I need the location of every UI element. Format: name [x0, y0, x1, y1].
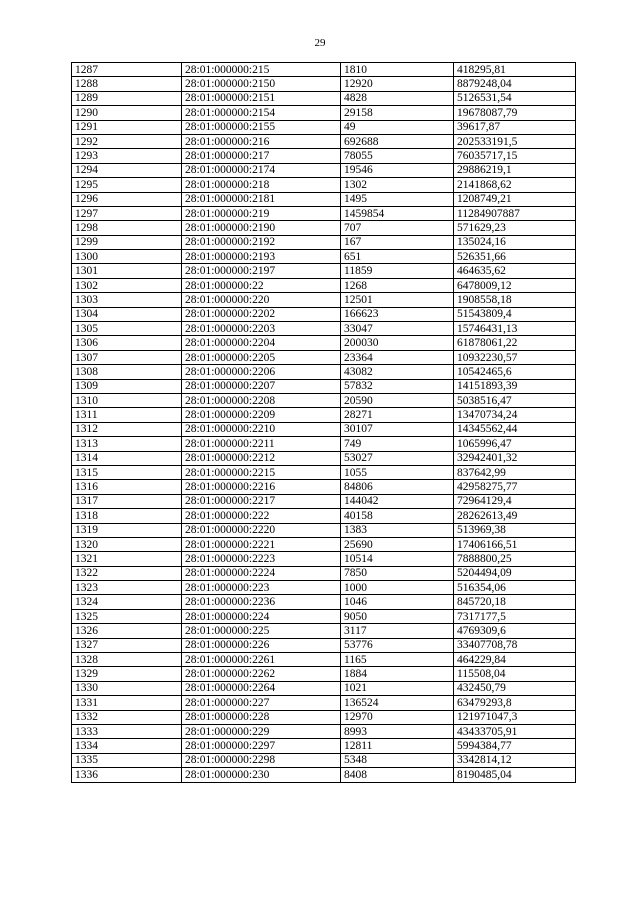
row-number-cell: 1320: [72, 537, 182, 551]
table-row: [72, 134, 576, 148]
area-cell: 84806: [341, 480, 454, 494]
table-row: [72, 753, 576, 767]
value-cell: 10542465,6: [454, 365, 576, 379]
value-cell: 10932230,57: [454, 350, 576, 364]
value-cell: 5994384,77: [454, 739, 576, 753]
cadastral-number-cell: 28:01:000000:2236: [182, 595, 341, 609]
value-cell: 14151893,39: [454, 379, 576, 393]
row-number-cell: 1316: [72, 480, 182, 494]
table-row: [72, 667, 576, 681]
row-number-cell: 1318: [72, 509, 182, 523]
table-row: [72, 365, 576, 379]
table-row: [72, 235, 576, 249]
table-row: [72, 91, 576, 105]
value-cell: 15746431,13: [454, 322, 576, 336]
value-cell: 516354,06: [454, 581, 576, 595]
value-cell: 513969,38: [454, 523, 576, 537]
area-cell: 1046: [341, 595, 454, 609]
area-cell: 707: [341, 221, 454, 235]
table-row: [72, 178, 576, 192]
table-row: [72, 350, 576, 364]
row-number-cell: 1327: [72, 638, 182, 652]
area-cell: 1810: [341, 63, 454, 77]
table-row: [72, 609, 576, 623]
table-row: [72, 552, 576, 566]
value-cell: 1208749,21: [454, 192, 576, 206]
row-number-cell: 1291: [72, 120, 182, 134]
value-cell: 115508,04: [454, 667, 576, 681]
table-row: [72, 494, 576, 508]
value-cell: 135024,16: [454, 235, 576, 249]
row-number-cell: 1310: [72, 393, 182, 407]
cadastral-number-cell: 28:01:000000:2216: [182, 480, 341, 494]
table-row: [72, 293, 576, 307]
value-cell: 7888800,25: [454, 552, 576, 566]
table-row: [72, 393, 576, 407]
cadastral-number-cell: 28:01:000000:2261: [182, 653, 341, 667]
row-number-cell: 1303: [72, 293, 182, 307]
row-number-cell: 1319: [72, 523, 182, 537]
row-number-cell: 1289: [72, 91, 182, 105]
area-cell: 20590: [341, 393, 454, 407]
cadastral-number-cell: 28:01:000000:2206: [182, 365, 341, 379]
cadastral-number-cell: 28:01:000000:226: [182, 638, 341, 652]
row-number-cell: 1296: [72, 192, 182, 206]
table-row: [72, 106, 576, 120]
cadastral-number-cell: 28:01:000000:223: [182, 581, 341, 595]
row-number-cell: 1324: [72, 595, 182, 609]
table-row: [72, 322, 576, 336]
value-cell: 17406166,51: [454, 537, 576, 551]
area-cell: 1000: [341, 581, 454, 595]
area-cell: 40158: [341, 509, 454, 523]
cadastral-number-cell: 28:01:000000:218: [182, 178, 341, 192]
cadastral-number-cell: 28:01:000000:2155: [182, 120, 341, 134]
cadastral-number-cell: 28:01:000000:2212: [182, 451, 341, 465]
cadastral-number-cell: 28:01:000000:2209: [182, 408, 341, 422]
value-cell: 33407708,78: [454, 638, 576, 652]
area-cell: 28271: [341, 408, 454, 422]
value-cell: 1065996,47: [454, 437, 576, 451]
cadastral-number-cell: 28:01:000000:22: [182, 278, 341, 292]
table-row: [72, 509, 576, 523]
cadastral-number-cell: 28:01:000000:230: [182, 768, 341, 782]
value-cell: 72964129,4: [454, 494, 576, 508]
area-cell: 8993: [341, 724, 454, 738]
row-number-cell: 1331: [72, 696, 182, 710]
area-cell: 692688: [341, 134, 454, 148]
cadastral-number-cell: 28:01:000000:215: [182, 63, 341, 77]
area-cell: 1165: [341, 653, 454, 667]
row-number-cell: 1332: [72, 710, 182, 724]
row-number-cell: 1314: [72, 451, 182, 465]
table-row: [72, 537, 576, 551]
area-cell: 12811: [341, 739, 454, 753]
area-cell: 167: [341, 235, 454, 249]
area-cell: 57832: [341, 379, 454, 393]
row-number-cell: 1287: [72, 63, 182, 77]
table-row: [72, 192, 576, 206]
cadastral-number-cell: 28:01:000000:2154: [182, 106, 341, 120]
area-cell: 12920: [341, 77, 454, 91]
table-row: [72, 624, 576, 638]
cadastral-number-cell: 28:01:000000:2262: [182, 667, 341, 681]
value-cell: 464635,62: [454, 264, 576, 278]
table-row: [72, 451, 576, 465]
row-number-cell: 1326: [72, 624, 182, 638]
area-cell: 53027: [341, 451, 454, 465]
cadastral-number-cell: 28:01:000000:224: [182, 609, 341, 623]
value-cell: 43433705,91: [454, 724, 576, 738]
value-cell: 63479293,8: [454, 696, 576, 710]
cadastral-number-cell: 28:01:000000:2211: [182, 437, 341, 451]
cadastral-number-cell: 28:01:000000:227: [182, 696, 341, 710]
value-cell: 202533191,5: [454, 134, 576, 148]
value-cell: 8879248,04: [454, 77, 576, 91]
area-cell: 4828: [341, 91, 454, 105]
value-cell: 571629,23: [454, 221, 576, 235]
area-cell: 1268: [341, 278, 454, 292]
row-number-cell: 1321: [72, 552, 182, 566]
area-cell: 651: [341, 250, 454, 264]
area-cell: 7850: [341, 566, 454, 580]
cadastral-number-cell: 28:01:000000:2210: [182, 422, 341, 436]
table-row: [72, 581, 576, 595]
value-cell: 845720,18: [454, 595, 576, 609]
table-row: [72, 681, 576, 695]
row-number-cell: 1317: [72, 494, 182, 508]
row-number-cell: 1307: [72, 350, 182, 364]
cadastral-number-cell: 28:01:000000:222: [182, 509, 341, 523]
table-row: [72, 638, 576, 652]
cadastral-number-cell: 28:01:000000:2217: [182, 494, 341, 508]
area-cell: 1459854: [341, 206, 454, 220]
cadastral-number-cell: 28:01:000000:2207: [182, 379, 341, 393]
cadastral-number-cell: 28:01:000000:2298: [182, 753, 341, 767]
row-number-cell: 1295: [72, 178, 182, 192]
value-cell: 464229,84: [454, 653, 576, 667]
table-row: [72, 221, 576, 235]
row-number-cell: 1329: [72, 667, 182, 681]
area-cell: 166623: [341, 307, 454, 321]
row-number-cell: 1309: [72, 379, 182, 393]
row-number-cell: 1293: [72, 149, 182, 163]
row-number-cell: 1322: [72, 566, 182, 580]
area-cell: 136524: [341, 696, 454, 710]
cadastral-number-cell: 28:01:000000:2204: [182, 336, 341, 350]
area-cell: 9050: [341, 609, 454, 623]
value-cell: 837642,99: [454, 465, 576, 479]
value-cell: 1908558,18: [454, 293, 576, 307]
area-cell: 1021: [341, 681, 454, 695]
cadastral-number-cell: 28:01:000000:2221: [182, 537, 341, 551]
table-row: [72, 77, 576, 91]
row-number-cell: 1306: [72, 336, 182, 350]
row-number-cell: 1304: [72, 307, 182, 321]
table-row: [72, 422, 576, 436]
cadastral-number-cell: 28:01:000000:229: [182, 724, 341, 738]
area-cell: 200030: [341, 336, 454, 350]
area-cell: 29158: [341, 106, 454, 120]
value-cell: 526351,66: [454, 250, 576, 264]
value-cell: 42958275,77: [454, 480, 576, 494]
table-row: [72, 739, 576, 753]
row-number-cell: 1300: [72, 250, 182, 264]
row-number-cell: 1330: [72, 681, 182, 695]
area-cell: 53776: [341, 638, 454, 652]
value-cell: 7317177,5: [454, 609, 576, 623]
table-row: [72, 408, 576, 422]
area-cell: 1302: [341, 178, 454, 192]
cadastral-number-cell: 28:01:000000:2192: [182, 235, 341, 249]
area-cell: 43082: [341, 365, 454, 379]
value-cell: 5126531,54: [454, 91, 576, 105]
area-cell: 1383: [341, 523, 454, 537]
row-number-cell: 1294: [72, 163, 182, 177]
value-cell: 14345562,44: [454, 422, 576, 436]
row-number-cell: 1305: [72, 322, 182, 336]
value-cell: 6478009,12: [454, 278, 576, 292]
row-number-cell: 1312: [72, 422, 182, 436]
area-cell: 1495: [341, 192, 454, 206]
area-cell: 12970: [341, 710, 454, 724]
row-number-cell: 1336: [72, 768, 182, 782]
value-cell: 418295,81: [454, 63, 576, 77]
area-cell: 1884: [341, 667, 454, 681]
row-number-cell: 1328: [72, 653, 182, 667]
table-row: [72, 307, 576, 321]
row-number-cell: 1333: [72, 724, 182, 738]
cadastral-number-cell: 28:01:000000:2150: [182, 77, 341, 91]
table-row: [72, 523, 576, 537]
table-row: [72, 264, 576, 278]
area-cell: 3117: [341, 624, 454, 638]
cadastral-number-cell: 28:01:000000:2264: [182, 681, 341, 695]
cadastral-number-cell: 28:01:000000:220: [182, 293, 341, 307]
cadastral-number-cell: 28:01:000000:2202: [182, 307, 341, 321]
cadastral-number-cell: 28:01:000000:2220: [182, 523, 341, 537]
value-cell: 8190485,04: [454, 768, 576, 782]
cadastral-number-cell: 28:01:000000:2208: [182, 393, 341, 407]
row-number-cell: 1308: [72, 365, 182, 379]
area-cell: 30107: [341, 422, 454, 436]
table-row: [72, 206, 576, 220]
area-cell: 11859: [341, 264, 454, 278]
table-row: [72, 724, 576, 738]
cadastral-number-cell: 28:01:000000:2203: [182, 322, 341, 336]
value-cell: 39617,87: [454, 120, 576, 134]
area-cell: 19546: [341, 163, 454, 177]
area-cell: 749: [341, 437, 454, 451]
row-number-cell: 1297: [72, 206, 182, 220]
table-row: [72, 63, 576, 77]
row-number-cell: 1302: [72, 278, 182, 292]
table-row: [72, 336, 576, 350]
cadastral-number-cell: 28:01:000000:2205: [182, 350, 341, 364]
cadastral-number-cell: 28:01:000000:225: [182, 624, 341, 638]
value-cell: 5204494,09: [454, 566, 576, 580]
area-cell: 78055: [341, 149, 454, 163]
table-row: [72, 163, 576, 177]
row-number-cell: 1301: [72, 264, 182, 278]
value-cell: 2141868,62: [454, 178, 576, 192]
cadastral-number-cell: 28:01:000000:2297: [182, 739, 341, 753]
table-row: [72, 437, 576, 451]
table-row: [72, 768, 576, 782]
value-cell: 13470734,24: [454, 408, 576, 422]
page-number: 29: [314, 37, 326, 49]
cadastral-number-cell: 28:01:000000:2174: [182, 163, 341, 177]
value-cell: 28262613,49: [454, 509, 576, 523]
area-cell: 25690: [341, 537, 454, 551]
cadastral-number-cell: 28:01:000000:2193: [182, 250, 341, 264]
value-cell: 32942401,32: [454, 451, 576, 465]
table-row: [72, 379, 576, 393]
row-number-cell: 1335: [72, 753, 182, 767]
cadastral-number-cell: 28:01:000000:219: [182, 206, 341, 220]
table-row: [72, 149, 576, 163]
value-cell: 19678087,79: [454, 106, 576, 120]
cadastral-number-cell: 28:01:000000:2190: [182, 221, 341, 235]
value-cell: 11284907887: [454, 206, 576, 220]
table-row: [72, 653, 576, 667]
area-cell: 12501: [341, 293, 454, 307]
value-cell: 4769309,6: [454, 624, 576, 638]
cadastral-number-cell: 28:01:000000:2224: [182, 566, 341, 580]
table-row: [72, 480, 576, 494]
cadastral-number-cell: 28:01:000000:2223: [182, 552, 341, 566]
row-number-cell: 1311: [72, 408, 182, 422]
row-number-cell: 1325: [72, 609, 182, 623]
value-cell: 5038516,47: [454, 393, 576, 407]
cadastral-number-cell: 28:01:000000:216: [182, 134, 341, 148]
value-cell: 3342814,12: [454, 753, 576, 767]
area-cell: 1055: [341, 465, 454, 479]
row-number-cell: 1313: [72, 437, 182, 451]
table-row: [72, 566, 576, 580]
row-number-cell: 1288: [72, 77, 182, 91]
table-body: [72, 63, 576, 783]
value-cell: 51543809,4: [454, 307, 576, 321]
table-row: [72, 120, 576, 134]
row-number-cell: 1323: [72, 581, 182, 595]
area-cell: 5348: [341, 753, 454, 767]
row-number-cell: 1292: [72, 134, 182, 148]
table-row: [72, 278, 576, 292]
cadastral-number-cell: 28:01:000000:2215: [182, 465, 341, 479]
row-number-cell: 1315: [72, 465, 182, 479]
area-cell: 8408: [341, 768, 454, 782]
cadastral-data-table: [71, 62, 576, 783]
area-cell: 23364: [341, 350, 454, 364]
table-row: [72, 250, 576, 264]
value-cell: 29886219,1: [454, 163, 576, 177]
area-cell: 10514: [341, 552, 454, 566]
cadastral-number-cell: 28:01:000000:2151: [182, 91, 341, 105]
value-cell: 61878061,22: [454, 336, 576, 350]
table-row: [72, 710, 576, 724]
table-row: [72, 696, 576, 710]
row-number-cell: 1290: [72, 106, 182, 120]
value-cell: 432450,79: [454, 681, 576, 695]
cadastral-number-cell: 28:01:000000:2181: [182, 192, 341, 206]
area-cell: 144042: [341, 494, 454, 508]
area-cell: 33047: [341, 322, 454, 336]
row-number-cell: 1299: [72, 235, 182, 249]
table-row: [72, 465, 576, 479]
cadastral-number-cell: 28:01:000000:217: [182, 149, 341, 163]
value-cell: 76035717,15: [454, 149, 576, 163]
value-cell: 121971047,3: [454, 710, 576, 724]
cadastral-number-cell: 28:01:000000:2197: [182, 264, 341, 278]
cadastral-number-cell: 28:01:000000:228: [182, 710, 341, 724]
row-number-cell: 1298: [72, 221, 182, 235]
table-row: [72, 595, 576, 609]
area-cell: 49: [341, 120, 454, 134]
row-number-cell: 1334: [72, 739, 182, 753]
